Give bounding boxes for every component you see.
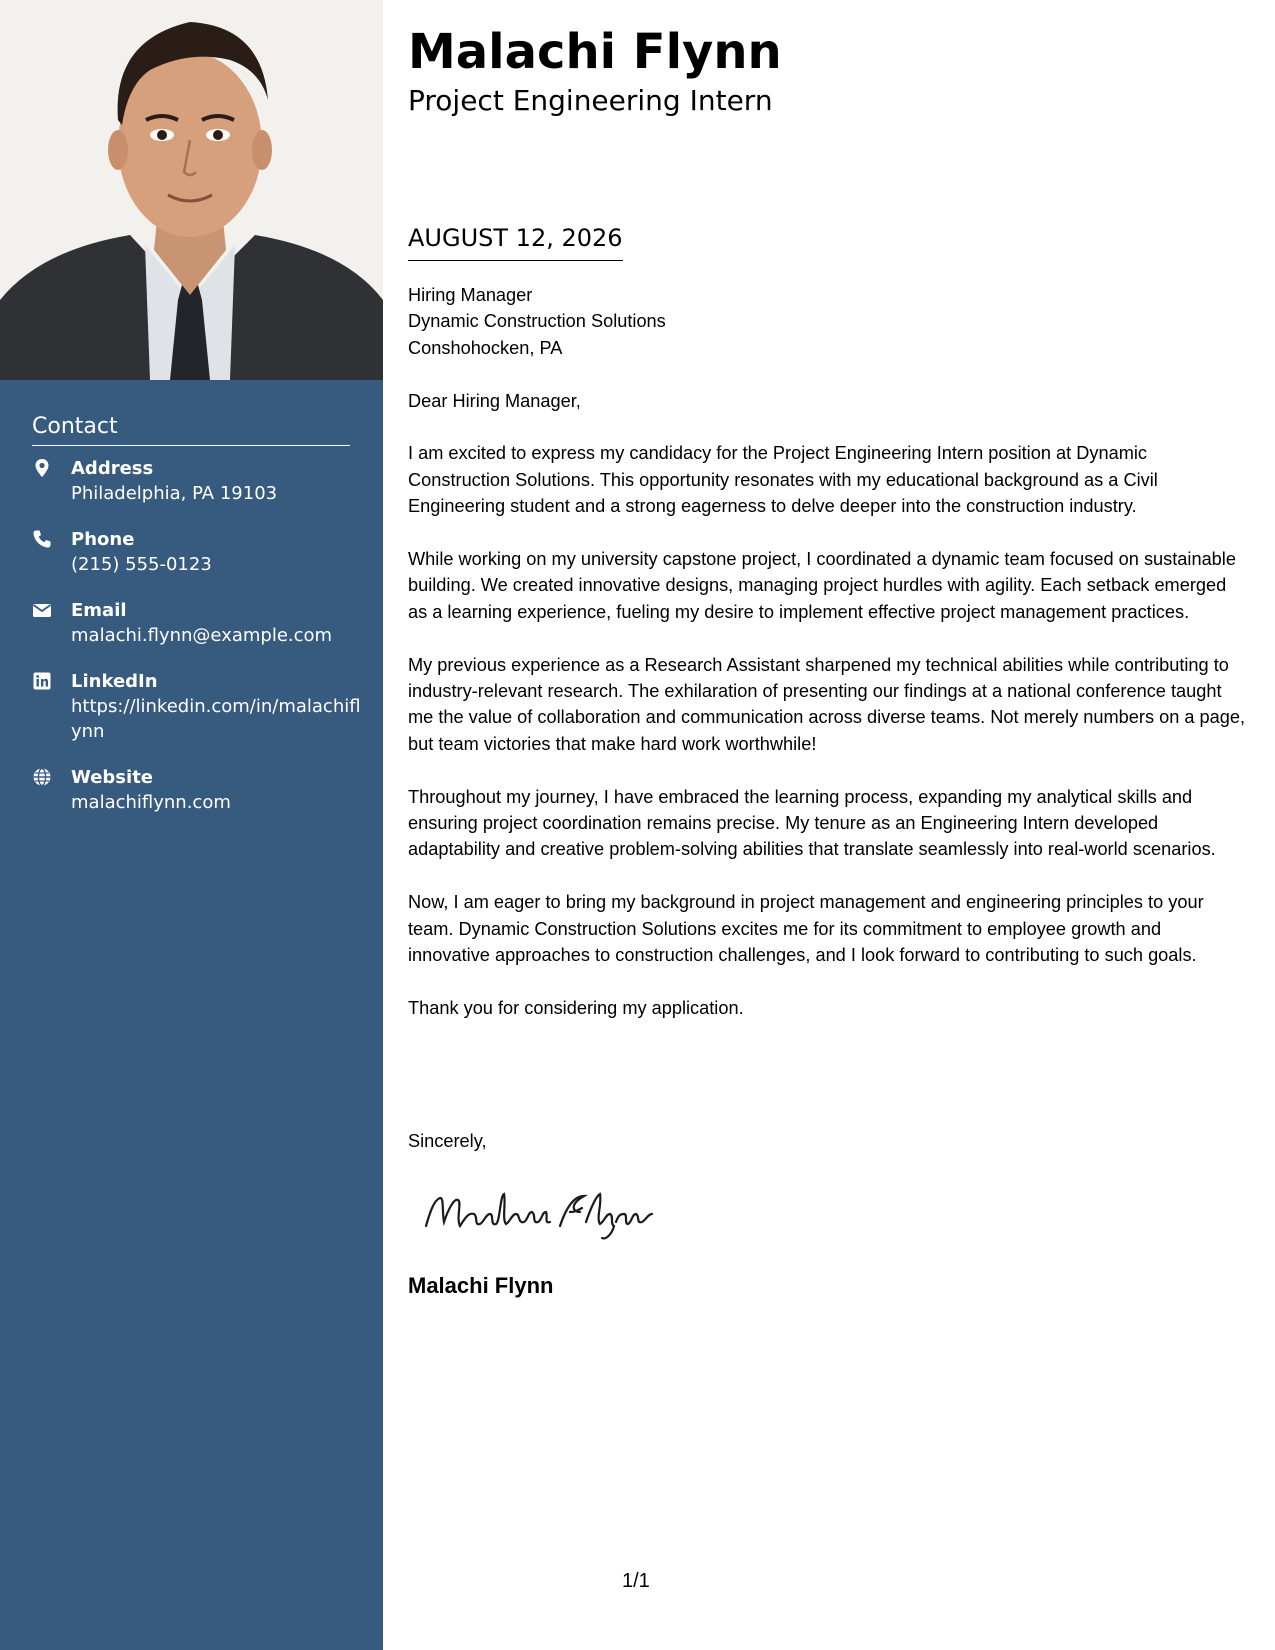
- location-pin-icon: [32, 458, 52, 478]
- contact-list: [32, 456, 362, 836]
- candidate-name: Malachi Flynn: [408, 24, 782, 80]
- candidate-title: Project Engineering Intern: [408, 84, 773, 117]
- letter-paragraph: My previous experience as a Research Assistant sharpened my technical abilities while contributing to industry-relevant research. The exhilaration of presenting our findings at a national conference taught me the value of collaboration and communication across diverse teams. Not merely numbers on a page, but team victories that make hard work worthwhile!: [408, 654, 1246, 754]
- letter-paragraph: I am excited to express my candidacy for the Project Engineering Intern position at Dynamic Construction Solutions. This opportunity resonates with my educational background as a Civil Engineering student and a strong eagerness to delve deeper into the construction industry.: [408, 443, 1158, 517]
- contact-label: LinkedIn: [71, 671, 158, 692]
- recipient-block: [408, 282, 1248, 361]
- contact-phone: [32, 527, 362, 577]
- contact-email: [32, 598, 362, 648]
- letter-paragraph: Now, I am eager to bring my background in project management and engineering principles to your team. Dynamic Construction Solutions excites me for its commitment to employee growth and innovative approaches to construction challenges, and I look forward to contributing to such goals.: [408, 892, 1204, 966]
- page-number: 1/1: [622, 1570, 650, 1592]
- contact-label: Phone: [71, 529, 135, 550]
- signer-name: Malachi Flynn: [408, 1273, 554, 1298]
- recipient-line: Hiring Manager: [408, 285, 533, 305]
- letter-date: AUGUST 12, 2026: [408, 222, 623, 261]
- letter-body: [408, 282, 1248, 1048]
- recipient-line: Conshohocken, PA: [408, 337, 563, 358]
- contact-label: Address: [71, 458, 154, 479]
- contact-label: Email: [71, 600, 127, 621]
- contact-linkedin: [32, 669, 362, 744]
- letter-paragraph: Throughout my journey, I have embraced the learning process, expanding my analytical skills and ensuring project coordination remains precise. My tenure as an Engineering Intern developed adaptability and creative problem-solving abilities that translate seamlessly into real-world scenarios.: [408, 786, 1216, 860]
- contact-value[interactable]: malachiflynn.com: [71, 792, 231, 813]
- recipient-line: Dynamic Construction Solutions: [408, 311, 666, 332]
- contact-address: [32, 456, 362, 506]
- salutation: Dear Hiring Manager,: [408, 390, 581, 411]
- contact-value: (215) 555-0123: [71, 554, 212, 575]
- letter-paragraph: While working on my university capstone project, I coordinated a dynamic team focused on sustainable building. We created innovative designs, managing project hurdles with agility. Each setback emerged as a learning experience, fueling my desire to implement effective project management practices.: [408, 549, 1236, 622]
- contact-website: [32, 765, 362, 815]
- contact-value[interactable]: https://linkedin.com/in/malachiflynn: [71, 696, 361, 742]
- signature-image: [420, 1182, 660, 1242]
- linkedin-icon: [32, 671, 52, 691]
- contact-value: Philadelphia, PA 19103: [71, 483, 278, 504]
- closing: Sincerely,: [408, 1131, 487, 1151]
- globe-icon: [32, 767, 52, 787]
- contact-label: Website: [71, 767, 154, 788]
- letter-paragraph: Thank you for considering my application.: [408, 997, 744, 1018]
- contact-value[interactable]: malachi.flynn@example.com: [71, 625, 333, 646]
- envelope-icon: [32, 600, 52, 620]
- profile-photo: [0, 0, 383, 380]
- phone-icon: [32, 529, 52, 549]
- portrait-photo-icon: [0, 0, 383, 380]
- sidebar: [0, 0, 383, 1650]
- contact-heading: Contact: [32, 412, 350, 446]
